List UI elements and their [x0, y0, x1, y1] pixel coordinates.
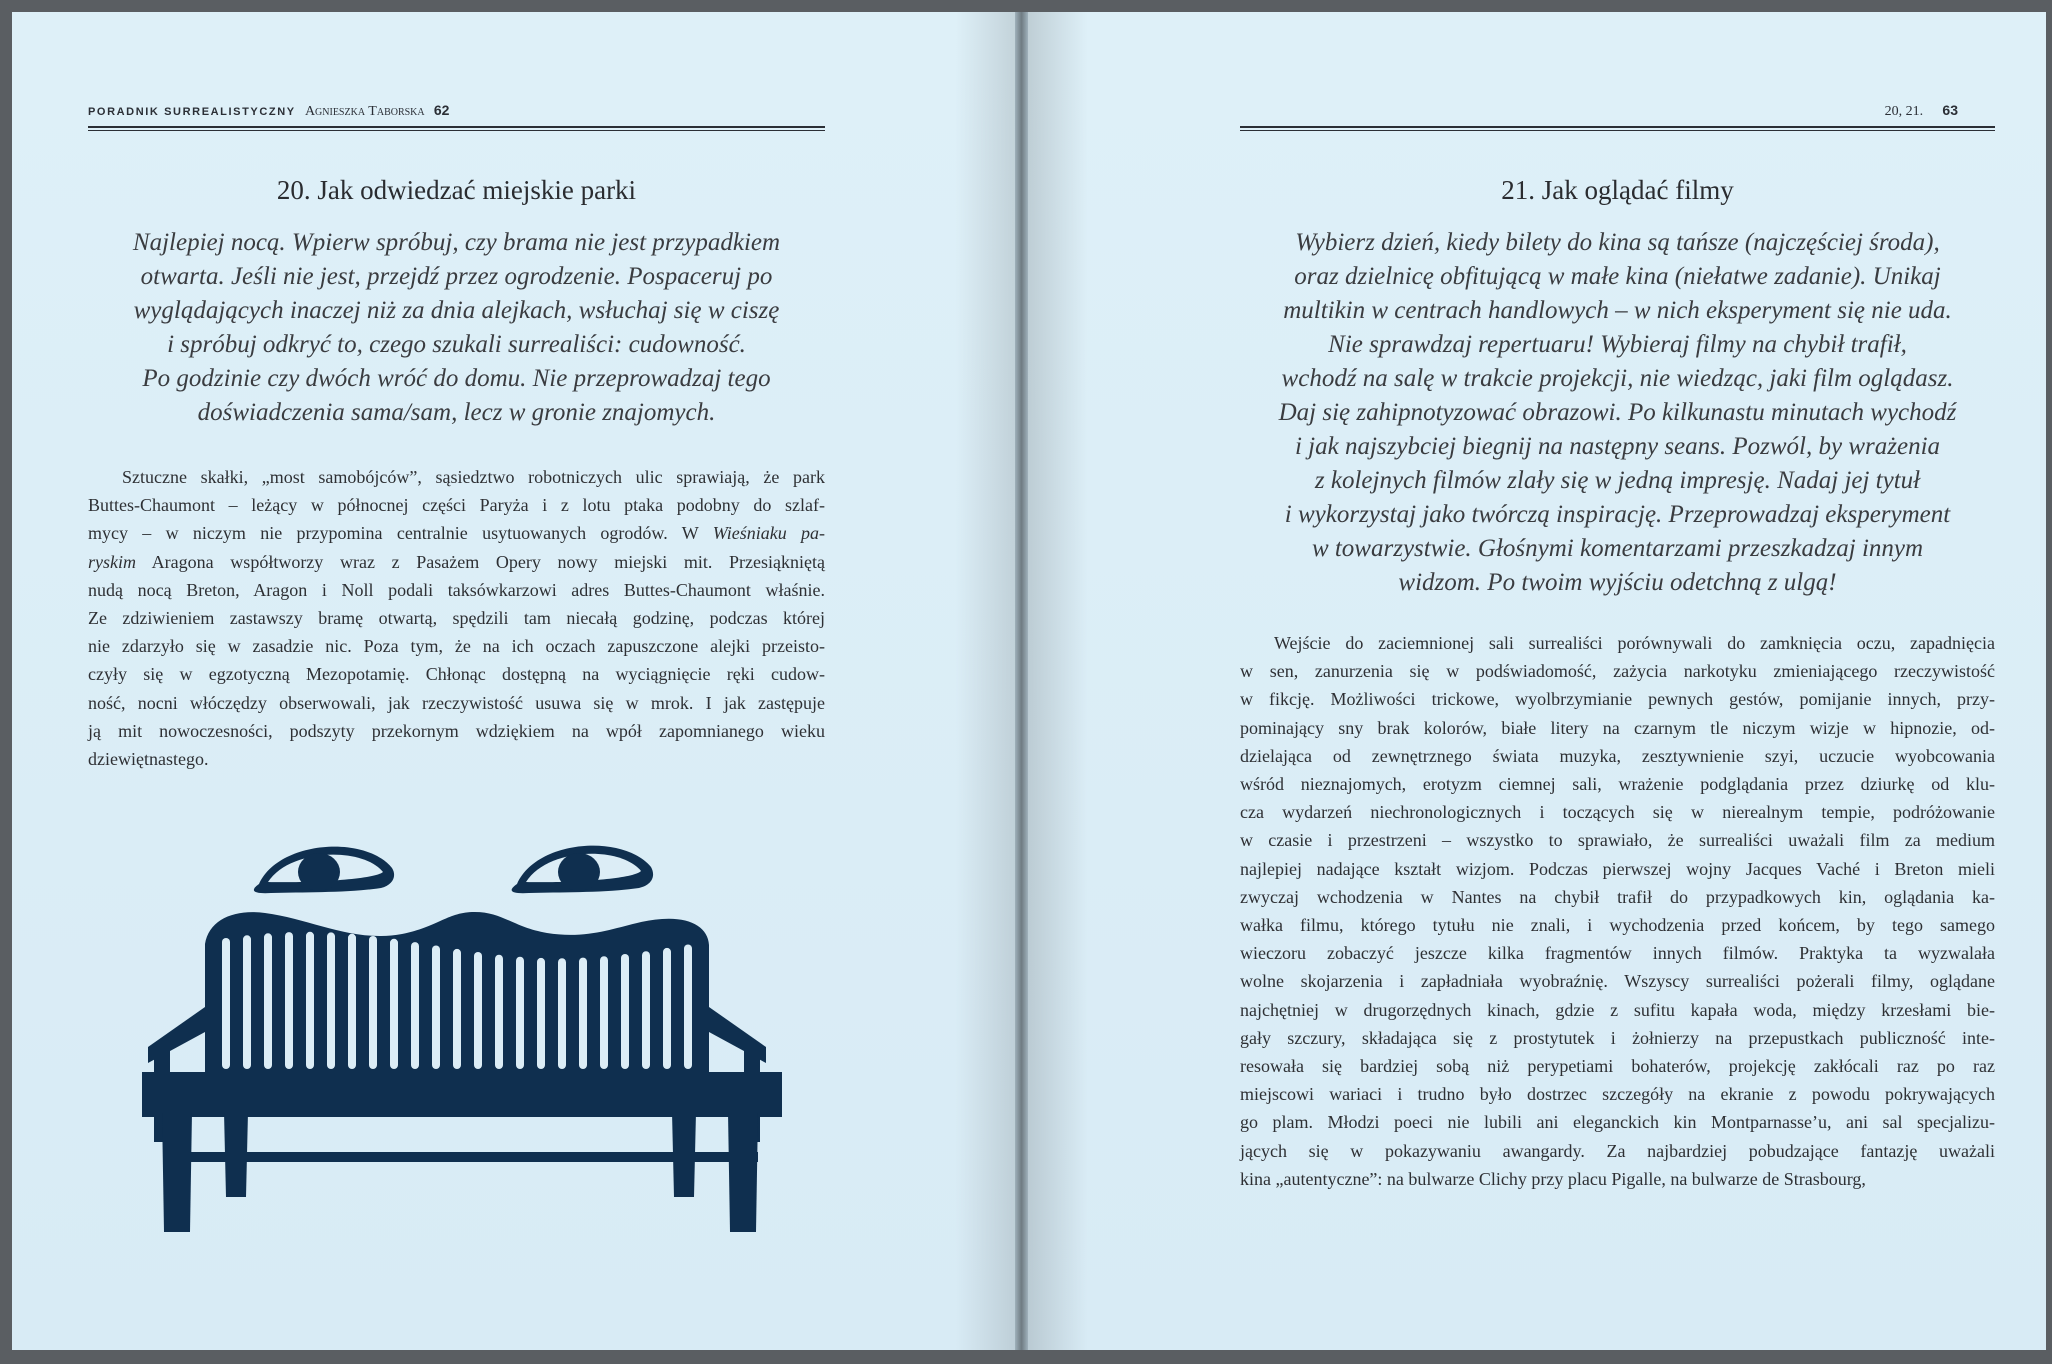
bench-slat-gap	[474, 952, 482, 1069]
body-line: w czasie i przestrzeni – wszystko to sprawiało, że surrealiści uważali film za medium	[1240, 830, 1995, 851]
italic-title: Wieśniaku pa-	[712, 523, 825, 544]
lead-line: w towarzystwie. Głośnymi komentarzami przeszkadzaj innym	[1311, 535, 1924, 562]
body-line: resowała się bardziej sobą niż perypetiami bohaterów, projekcję zakłócali raz po raz	[1240, 1056, 1995, 1077]
body-line: wałka filmu, którego tytułu nie znali, i wychodzenia przed końcem, by tego samego	[1240, 915, 1995, 936]
body-line: cza wydarzeń niechronologicznych i toczących się w nierealnym tempie, podróżowanie	[1240, 802, 1995, 823]
italic-title-cont: ryskim	[88, 551, 136, 572]
body-line: kina „autentyczne”: na bulwarze Clichy przy placu Pigalle, na bulwarze de Strasbourg,	[1240, 1168, 1866, 1189]
lead-line: wchodź na salę w trakcie projekcji, nie wiedząc, jaki film oglądasz.	[1281, 365, 1954, 392]
body-line: Ze zdziwieniem zastawszy bramę otwartą, spędzili tam niecałą godzinę, podczas której	[88, 608, 825, 629]
bench-slat-gap	[243, 935, 251, 1069]
body-line: wieczoru zobaczyć jeszcze kilka fragmentów innych filmów. Praktyka ta wyzwalała	[1240, 943, 1995, 964]
lead-line: i jak najszybciej biegnij na następny seans. Pozwól, by wrażenia	[1294, 433, 1941, 460]
body-line: pominający sny brak kolorów, białe litery na czarnym tle niczym wizje w hipnozie, od-	[1240, 717, 1995, 738]
header-rule-right	[1240, 126, 1995, 128]
body-line: wśród nieznajomych, erotyzm ciemnej sali, wrażenie podglądania przez dziurkę od klu-	[1240, 774, 1995, 795]
right-page	[1028, 12, 2046, 1350]
header-rule-left	[88, 126, 825, 128]
right-eye-icon	[512, 846, 653, 894]
body-fragment: mycy – w niczym nie przypomina centralnie usytuowanych ogrodów. W	[88, 523, 713, 544]
bench-leg	[162, 1112, 192, 1232]
bench-slat-gap	[411, 942, 419, 1069]
body-line-mixed	[88, 519, 825, 547]
body-line: gały szczury, składająca się z prostytutek i żołnierzy na przepustkach publiczność inte-	[1240, 1027, 1995, 1048]
lead-line: wyglądających inaczej niż za dnia alejkach, wsłuchaj się w ciszę	[133, 297, 780, 324]
bench-slat-gap	[621, 954, 629, 1069]
lead-line: otwarta. Jeśli nie jest, przejdź przez ogrodzenie. Pospaceruj po	[140, 263, 773, 290]
series-title: PORADNIK SURREALISTYCZNY	[88, 106, 296, 118]
bench-slat-gap	[516, 957, 524, 1069]
bench-slat-gap	[558, 958, 566, 1069]
bench-slat-gap	[327, 932, 335, 1069]
left-page	[12, 12, 1015, 1350]
body-line: Wejście do zaciemnionej sali surrealiści porównywali do zamknięcia oczu, zapadnięcia	[1274, 633, 1995, 653]
bench-seat	[142, 1072, 782, 1117]
body-line: najchętniej w drugorzędnych kinach, gdzie z sufitu kapała woda, między krzesłami bie-	[1240, 999, 1995, 1020]
body-line: nie zdarzyło się w zasadzie nic. Poza tym, że na ich oczach zapuszczone alejki przeisto-	[88, 636, 825, 657]
bench-slat-gap	[348, 934, 356, 1069]
bench-slat-gap	[453, 949, 461, 1069]
lead-line: multikin w centrach handlowych – w nich eksperyment się nie uda.	[1283, 297, 1952, 324]
lead-line: z kolejnych filmów zlały się w jedną impresję. Nadaj jej tytuł	[1314, 467, 1921, 494]
section-numbers: 20, 21.	[1884, 104, 1924, 119]
bench-slat-gap	[579, 958, 587, 1069]
author-name: Agnieszka Taborska	[304, 104, 425, 119]
body-line: nudą nocą Breton, Aragon i Noll podali taksówkarzowi adres Buttes-Chaumont właśnie.	[88, 579, 825, 600]
lead-line: Daj się zahipnotyzować obrazowi. Po kilkunastu minutach wychodź	[1278, 399, 1957, 426]
book-gutter	[1015, 12, 1028, 1350]
body-line: go plam. Młodzi poeci nie lubili ani eleganckich kin Montparnasse’u, ani sal specjalizu-	[1240, 1112, 1995, 1133]
body-line: dziewiętnastego.	[88, 749, 209, 770]
bench-with-eyes-illustration	[142, 827, 782, 1247]
page-number-left: 62	[433, 102, 450, 118]
lead-line: oraz dzielnicę obfitującą w małe kina (niełatwe zadanie). Unikaj	[1294, 263, 1941, 290]
body-line-mixed	[88, 548, 825, 576]
bench-slat-gap	[537, 958, 545, 1069]
bench-slat-gap	[285, 932, 293, 1069]
page-number-right: 63	[1942, 102, 1958, 118]
lead-paragraph-20	[88, 226, 825, 430]
left-eye-icon	[254, 847, 394, 894]
bench-slat-gap	[432, 946, 440, 1070]
body-text-20	[88, 463, 825, 773]
body-line: wolne skojarzenia i zapładniała wyobraźnię. Wszyscy surrealiści pożerali filmy, oglądane	[1240, 971, 1995, 992]
bench-slat-gap	[264, 933, 272, 1069]
bench-slat-gap	[369, 936, 377, 1069]
body-fragment: Aragona współtworzy wraz z Pasażem Opery nowy miejski mit. Przesiąkniętą	[136, 551, 825, 572]
bench-slat-gap	[495, 955, 503, 1069]
lead-line: doświadczenia sama/sam, lecz w gronie znajomych.	[197, 399, 716, 426]
body-line: w sen, zanurzenia się w podświadomość, zażycia narkotyku zmieniającego rzeczywistość	[1240, 661, 1995, 682]
body-line: miejscowi wariaci i trudno było dostrzec szczegóły na ekranie z powodu pokrywających	[1240, 1084, 1995, 1105]
body-line: najlepiej nadające kształt wizjom. Podczas pierwszej wojny Jacques Vaché i Breton mieli	[1240, 858, 1995, 879]
bench-slat-gap	[222, 938, 230, 1069]
lead-paragraph-21	[1240, 226, 1995, 600]
body-line: zwyczaj wchodzenia w Nantes na chybił trafił do przypadkowych kin, oglądania ka-	[1240, 886, 1995, 907]
section-heading-20: 20. Jak odwiedzać miejskie parki	[276, 175, 637, 205]
body-line: ją mit nowoczesności, podszyty przekornym wdziękiem na wpół zapomnianego wieku	[88, 720, 825, 741]
bench-slat-gap	[684, 945, 692, 1070]
body-line: Sztuczne skałki, „most samobójców”, sąsiedztwo robotniczych ulic sprawiają, że park	[122, 467, 825, 487]
body-line: dzielająca od zewnętrznego świata muzyka, zesztywnienie szyi, uczucie wyobcowania	[1240, 745, 1995, 766]
body-line: jących się w pokazywaniu awangardy. Za najbardziej pobudzające fantazję uważali	[1240, 1140, 1995, 1161]
lead-line: Po godzinie czy dwóch wróć do domu. Nie przeprowadzaj tego	[142, 365, 771, 392]
lead-line: i spróbuj odkryć to, czego szukali surrealiści: cudowność.	[167, 331, 746, 358]
bench-slat-gap	[390, 939, 398, 1069]
bench-slat-gap	[306, 932, 314, 1069]
body-line: Buttes-Chaumont – leżący w północnej części Paryża i z lotu ptaka podobny do szlaf-	[88, 495, 825, 516]
bench-slat-gap	[642, 951, 650, 1069]
running-head-right	[1885, 102, 1958, 120]
running-head-left	[88, 102, 449, 120]
body-line: ność, nocni włóczędzy obserwowali, jak rzeczywistość usuwa się w mrok. I jak zastępuje	[88, 692, 825, 713]
section-heading-21: 21. Jak oglądać filmy	[1501, 175, 1734, 205]
lead-line: i wykorzystaj jako twórczą inspirację. Przeprowadzaj eksperyment	[1284, 501, 1951, 528]
lead-line: Wybierz dzień, kiedy bilety do kina są tańsze (najczęściej środa),	[1295, 229, 1940, 256]
lead-line: Najlepiej nocą. Wpierw spróbuj, czy brama nie jest przypadkiem	[132, 229, 781, 256]
body-line: w fikcję. Możliwości trickowe, wyolbrzymianie pewnych gestów, pomijanie innych, przy-	[1240, 689, 1995, 710]
bench-leg	[728, 1112, 758, 1232]
body-line: czyły się w egzotyczną Mezopotamię. Chłonąc dostępną na wyciągnięcie ręki cudow-	[88, 664, 825, 685]
bench-slat-gap	[663, 948, 671, 1069]
bench-slat-gap	[600, 956, 608, 1069]
lead-line: Nie sprawdzaj repertuaru! Wybieraj filmy na chybił trafił,	[1328, 331, 1907, 358]
body-text-21	[1240, 629, 1995, 1193]
lead-line: widzom. Po twoim wyjściu odetchną z ulgą!	[1398, 569, 1837, 596]
